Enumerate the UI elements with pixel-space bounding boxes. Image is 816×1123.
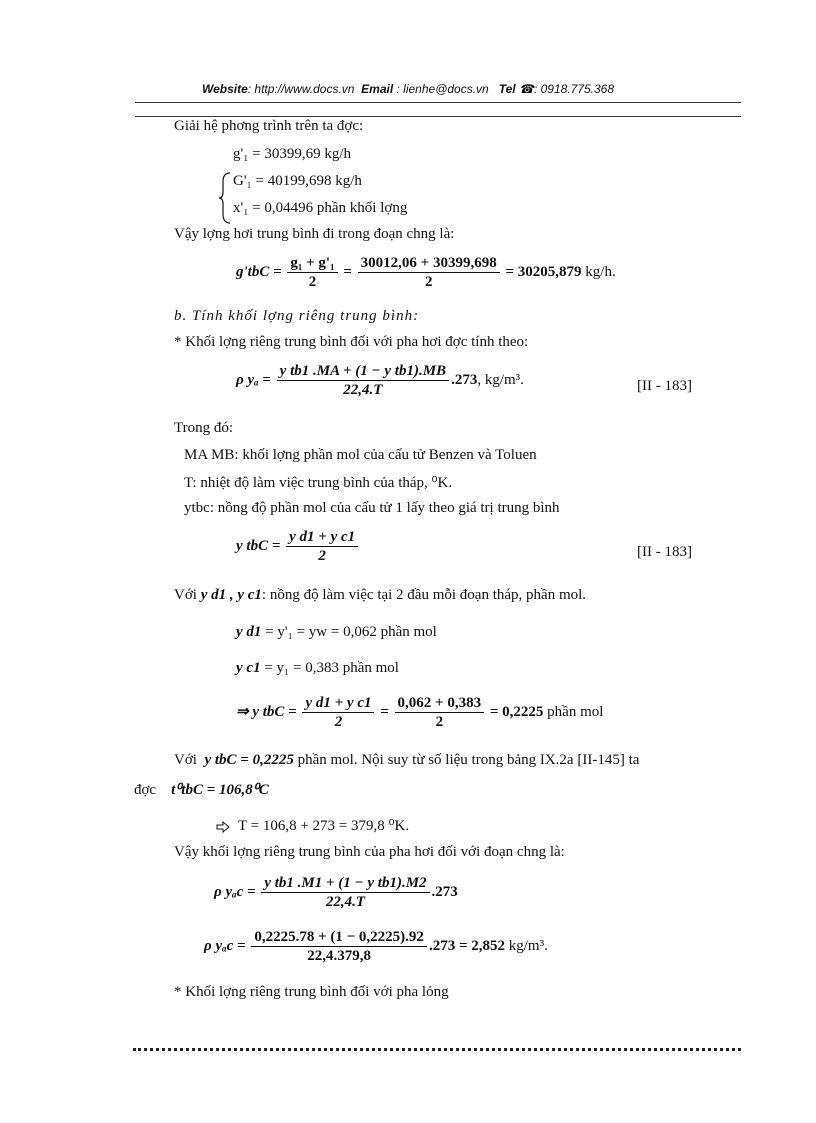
- header-rule-bottom: [135, 116, 741, 117]
- website-label: Website: [201, 82, 248, 96]
- math-inline: y tbC = 0,2225: [204, 752, 294, 768]
- eq-unit: phần mol: [547, 703, 604, 720]
- arrow-right-icon: [216, 821, 230, 833]
- eq-lhs: g'tbC =: [236, 263, 282, 280]
- fraction-denominator: 22,4.T: [325, 894, 366, 910]
- eq-tail: .273: [451, 371, 478, 388]
- footer-divider: [133, 1048, 741, 1051]
- phone-icon: ☎: [519, 82, 534, 96]
- equation-x1: x'₁ = 0,04496 phần khối lợng: [233, 200, 408, 216]
- eq-lhs: y tbC =: [236, 537, 281, 554]
- header-rule-top: [135, 102, 741, 103]
- fraction: [286, 528, 358, 565]
- fraction-denominator: 22,4.T: [343, 382, 383, 398]
- fraction-numerator: y tb1 .MA + (1 − y tb1).MB: [277, 362, 449, 381]
- eq-lhs: ρ yₐc =: [204, 937, 246, 954]
- fraction-numerator: 30012,06 + 30399,698: [358, 254, 500, 273]
- math-inline: t⁰tbC = 106,8⁰C: [171, 782, 269, 798]
- equation-rho-vapor-value: [204, 928, 548, 965]
- eq-result: .273 = 2,852: [428, 937, 505, 954]
- text-line: [236, 660, 399, 677]
- text-line: [134, 780, 269, 799]
- fraction: [287, 254, 337, 291]
- text-line: MA MB: khối lợng phần mol của cấu tử Benzen và Toluen: [184, 447, 537, 463]
- fraction-numerator: y tb1 .M1 + (1 − y tb1).M2: [261, 874, 429, 893]
- fraction-denominator: 2: [318, 548, 326, 564]
- text-line: [236, 624, 437, 641]
- text-line: [174, 587, 586, 604]
- text: = y₁ = 0,383 phần mol: [264, 660, 399, 676]
- fraction-numerator: g₁ + g'₁: [287, 254, 337, 273]
- eq-lhs: ⇒ y tbC =: [236, 703, 297, 720]
- text-line: Trong đó:: [174, 420, 234, 436]
- eq-lhs: ρ yₐ =: [236, 371, 271, 388]
- text: = y'₁ = yw = 0,062 phần mol: [265, 624, 437, 640]
- text-line: Vậy lợng hơi trung bình đi trong đoạn chng là:: [174, 226, 455, 242]
- math-inline: y d1 , y c1: [200, 587, 262, 603]
- fraction-denominator: 2: [308, 274, 317, 290]
- math-inline: y c1: [236, 660, 261, 676]
- text-line: T: nhiệt độ làm việc trung bình của tháp, ⁰K.: [184, 475, 453, 491]
- equation-ytbc: [236, 528, 360, 565]
- email-label: Email: [361, 82, 394, 96]
- fraction: [261, 874, 429, 911]
- equation-G1: G'₁ = 40199,698 kg/h: [233, 173, 362, 189]
- fraction-denominator: 2: [424, 274, 433, 290]
- fraction: [395, 694, 485, 731]
- text: phần mol. Nội suy từ số liệu trong bảng IX.2a [II-145] ta: [297, 752, 640, 768]
- fraction: [358, 254, 500, 291]
- text-line: * Khối lợng riêng trung bình đối với pha lỏng: [174, 984, 449, 1000]
- eq-result: = 30205,879: [505, 263, 582, 280]
- equation-g1: g'₁ = 30399,69 kg/h: [233, 146, 352, 162]
- text: : nồng độ làm việc tại 2 đầu mỗi đoạn tháp, phần mol.: [261, 587, 587, 603]
- text-line: ytbc: nồng độ phần mol của cấu tử 1 lấy theo giá trị trung bình: [184, 500, 560, 516]
- text-line: Giải hệ phơng trình trên ta đợc:: [174, 118, 364, 134]
- text-line: Vậy khối lợng riêng trung bình của pha hơi đối với đoạn chng là:: [174, 844, 565, 860]
- fraction-numerator: 0,2225.78 + (1 − 0,2225).92: [251, 928, 427, 947]
- email-value[interactable]: : lienhe@docs.vn: [396, 82, 489, 96]
- tel-value: : 0918.775.368: [533, 82, 615, 96]
- text: đợc: [134, 782, 157, 798]
- text: Với: [174, 752, 197, 768]
- fraction-denominator: 22,4.379,8: [307, 948, 372, 964]
- reference: [II - 183]: [637, 378, 692, 394]
- tel-label: Tel: [498, 82, 516, 96]
- fraction-denominator: 2: [334, 714, 343, 730]
- curly-brace-icon: [218, 172, 232, 224]
- text: Với: [174, 587, 197, 603]
- website-value[interactable]: : http://www.docs.vn: [247, 82, 355, 96]
- text-line: [216, 816, 409, 835]
- text-line: [174, 752, 639, 769]
- fraction-numerator: 0,062 + 0,383: [395, 694, 485, 713]
- eq-result: = 0,2225: [489, 703, 544, 720]
- eq-tail: .273: [431, 883, 458, 900]
- fraction: [277, 362, 449, 399]
- fraction-denominator: 2: [435, 714, 444, 730]
- eq-unit: kg/m³.: [508, 937, 548, 954]
- eq-unit: , kg/m³.: [477, 371, 524, 388]
- eq-lhs: ρ yₐc =: [214, 883, 256, 900]
- fraction: [251, 928, 427, 965]
- text-line: * Khối lợng riêng trung bình đối với pha hơi đợc tính theo:: [174, 334, 529, 350]
- equation-rho-vapor-stripping: [214, 874, 458, 911]
- fraction-numerator: y d1 + y c1: [302, 694, 374, 713]
- math-inline: y d1: [236, 624, 262, 640]
- eq-unit: kg/h.: [585, 263, 616, 280]
- equation-ytbc-calc: ⇒ y tbC = $\frac{\text{y d1 + y c1}}{2}$ = $\frac{0,062 + 0,383}{2}$ = 0,2225 phần mol: [236, 695, 604, 730]
- page-header: [0, 82, 816, 96]
- equation-gtbc: g'tbC = $\frac{\text{g₁ + g'₁}}{2}$ = $\frac{30012,06 + 30399,698}{2}$ = 30205,879 kg/h.: [236, 255, 616, 290]
- reference: [II - 183]: [637, 544, 692, 560]
- text: T = 106,8 + 273 = 379,8 ⁰K.: [238, 818, 410, 834]
- fraction: [302, 694, 374, 731]
- fraction-numerator: y d1 + y c1: [286, 528, 358, 547]
- equation-rho-vapor: [236, 362, 524, 399]
- section-heading: b. Tính khối lợng riêng trung bình:: [174, 308, 420, 324]
